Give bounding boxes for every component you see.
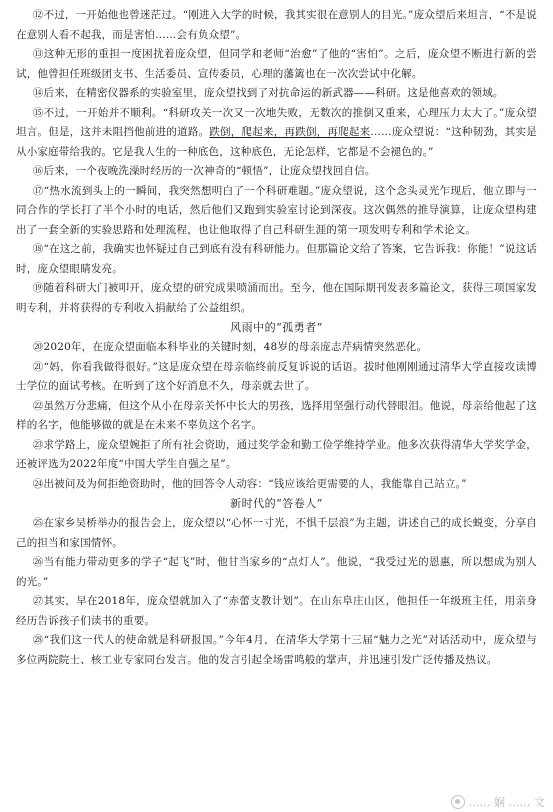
paragraph <box>16 6 537 45</box>
paragraph <box>16 436 537 475</box>
paragraph <box>16 514 537 553</box>
paragraph-text: ⑯后来，一个夜晚洗澡时经历的一次神奇的“顿悟”，让庞众望找回自信。 <box>32 165 376 177</box>
underlined-sentence: 跌倒，爬起来，再跌倒，再爬起来 <box>209 126 371 138</box>
paragraph-text: ⑭后来，在精密仪器系的实验室里，庞众望找到了对抗命运的新武器——科研。这是他喜欢的领域。 <box>32 87 504 99</box>
paragraph-text: ㉑“妈，你看我做得很好。”这是庞众望在母亲临终前反复诉说的话语。拔时他刚刚通过清华大学直接攻读博士学位的面试考核。在听到了这个好消息不久，母亲就去世了。 <box>16 360 537 392</box>
watermark-text: …… 娴 …… 文 <box>468 796 545 809</box>
paragraph-text: ⑫不过，一开始他也曾迷茫过。“刚进入大学的时候，我其实很在意别人的目光。”庞众望后来坦言，“不是说在意别人看不起我，而是害怕……会有负众望”。 <box>16 9 537 41</box>
paragraph <box>16 182 537 241</box>
paragraph-text: ㉓求学路上，庞众望婉拒了所有社会资助，通过奖学金和勤工俭学维持学业。他多次获得清华大学奖学金，还被评选为2022年度“中国大学生自强之星”。 <box>16 438 537 470</box>
paragraph-text: ⑬这种无形的重担一度困扰着庞众望，但同学和老师“治愈”了他的“害怕”。之后，庞众望不断进行新的尝试，他曾担任班级团支书、生活委员、宣传委员，心理的藩篱也在一次次尝试中化解。 <box>16 48 537 80</box>
paragraph <box>16 162 537 182</box>
paragraph <box>16 475 537 495</box>
paragraph-text: ⑱“在这之前，我确实也怀疑过自己到底有没有科研能力。但那篇论文给了答案，它告诉我：你能！”说这话时，庞众望眼睛发亮。 <box>16 243 537 275</box>
watermark <box>451 794 546 810</box>
paragraph <box>16 104 537 163</box>
paragraph-text: ㉖当有能力带动更多的学子“起飞”时，他甘当家乡的“点灯人”。他说，“我受过光的恩惠，所以想成为别人的光。” <box>16 556 537 588</box>
paragraph <box>16 240 537 279</box>
paragraph-text: ㉕在家乡吴桥举办的报告会上，庞众望以“心怀一寸光，不惧千层浪”为主题，讲述自己的成长蜕变，分享自己的担当和家国情怀。 <box>16 517 537 549</box>
section-heading: 风雨中的“孤勇者” <box>230 321 323 334</box>
paragraph-text: ㉗其实，早在2018年，庞众望就加入了“赤蕾支教计划”。在山东阜庄山区，他担任一年级班主任，用亲身经历告诉孩子们读书的重要。 <box>16 595 537 627</box>
paragraph-text: ⑰“热水流到头上的一瞬间，我突然想明白了一个科研难题。”庞众望说，这个念头灵光乍现后，他立即与一同合作的学长打了半个小时的电话，然后他们又跑到实验室讨论到深夜。这次偶然的推导演算，让庞众望构建出了一套全新的实验思路和处理流程，也让他取得了自己科研生涯的第一项发明专利和学术论文。 <box>16 184 537 236</box>
article-body <box>16 6 537 670</box>
wechat-logo-icon <box>451 795 465 809</box>
paragraph-text: ⑲随着科研大门被叩开，庞众望的研究成果喷涌而出。至今，他在国际期刊发表多篇论文，获得三项国家发明专利，并将获得的专利收入捐献给了公益组织。 <box>16 282 537 314</box>
paragraph <box>16 358 537 397</box>
paragraph <box>16 592 537 631</box>
section-heading: 新时代的“答卷人” <box>230 497 323 510</box>
paragraph <box>16 631 537 670</box>
paragraph <box>16 338 537 358</box>
paragraph <box>16 553 537 592</box>
paragraph <box>16 84 537 104</box>
paragraph-text: ㉔出被问及为何拒绝资助时，他的回答令人动容：“钱应该给更需要的人，我能靠自己站立。” <box>32 477 467 490</box>
paragraph-text: ㉒虽然万分悲痛，但这个从小在母亲关怀中长大的男孩，选择用坚强行动代替眼泪。他说，母亲给他起了这样的名字，他能够做的就是在未来不辜负这个名字。 <box>16 399 537 431</box>
paragraph-text: ㉘“我们这一代人的使命就是科研报国。”今年4月，在清华大学第十三届“魅力之光”对话活动中，庞众望与多位两院院士、核工业专家同台发言。他的发言引起全场雷鸣般的掌声，并迅速引发广泛传播及热议。 <box>16 634 537 666</box>
paragraph <box>16 397 537 436</box>
paragraph <box>16 279 537 318</box>
paragraph-text: ……庞众望说：“这种韧劲，其实是从小家庭带给我的。它是我人生的一种底色，这种底色，无论怎样，它都是不会褪色的。” <box>16 126 537 158</box>
paragraph-text: ⑮不过，一开始并不顺利。“科研攻关一次又一次地失败，无数次的推倒又重来，心理压力太大了。”庞众望坦言。但是，这并未阻挡他前进的道路。 <box>16 106 537 138</box>
paragraph <box>16 45 537 84</box>
paragraph-text: ⑳2020年，在庞众望面临本科毕业的关键时刻，48岁的母亲庞志芹病情突然恶化。 <box>32 341 428 353</box>
